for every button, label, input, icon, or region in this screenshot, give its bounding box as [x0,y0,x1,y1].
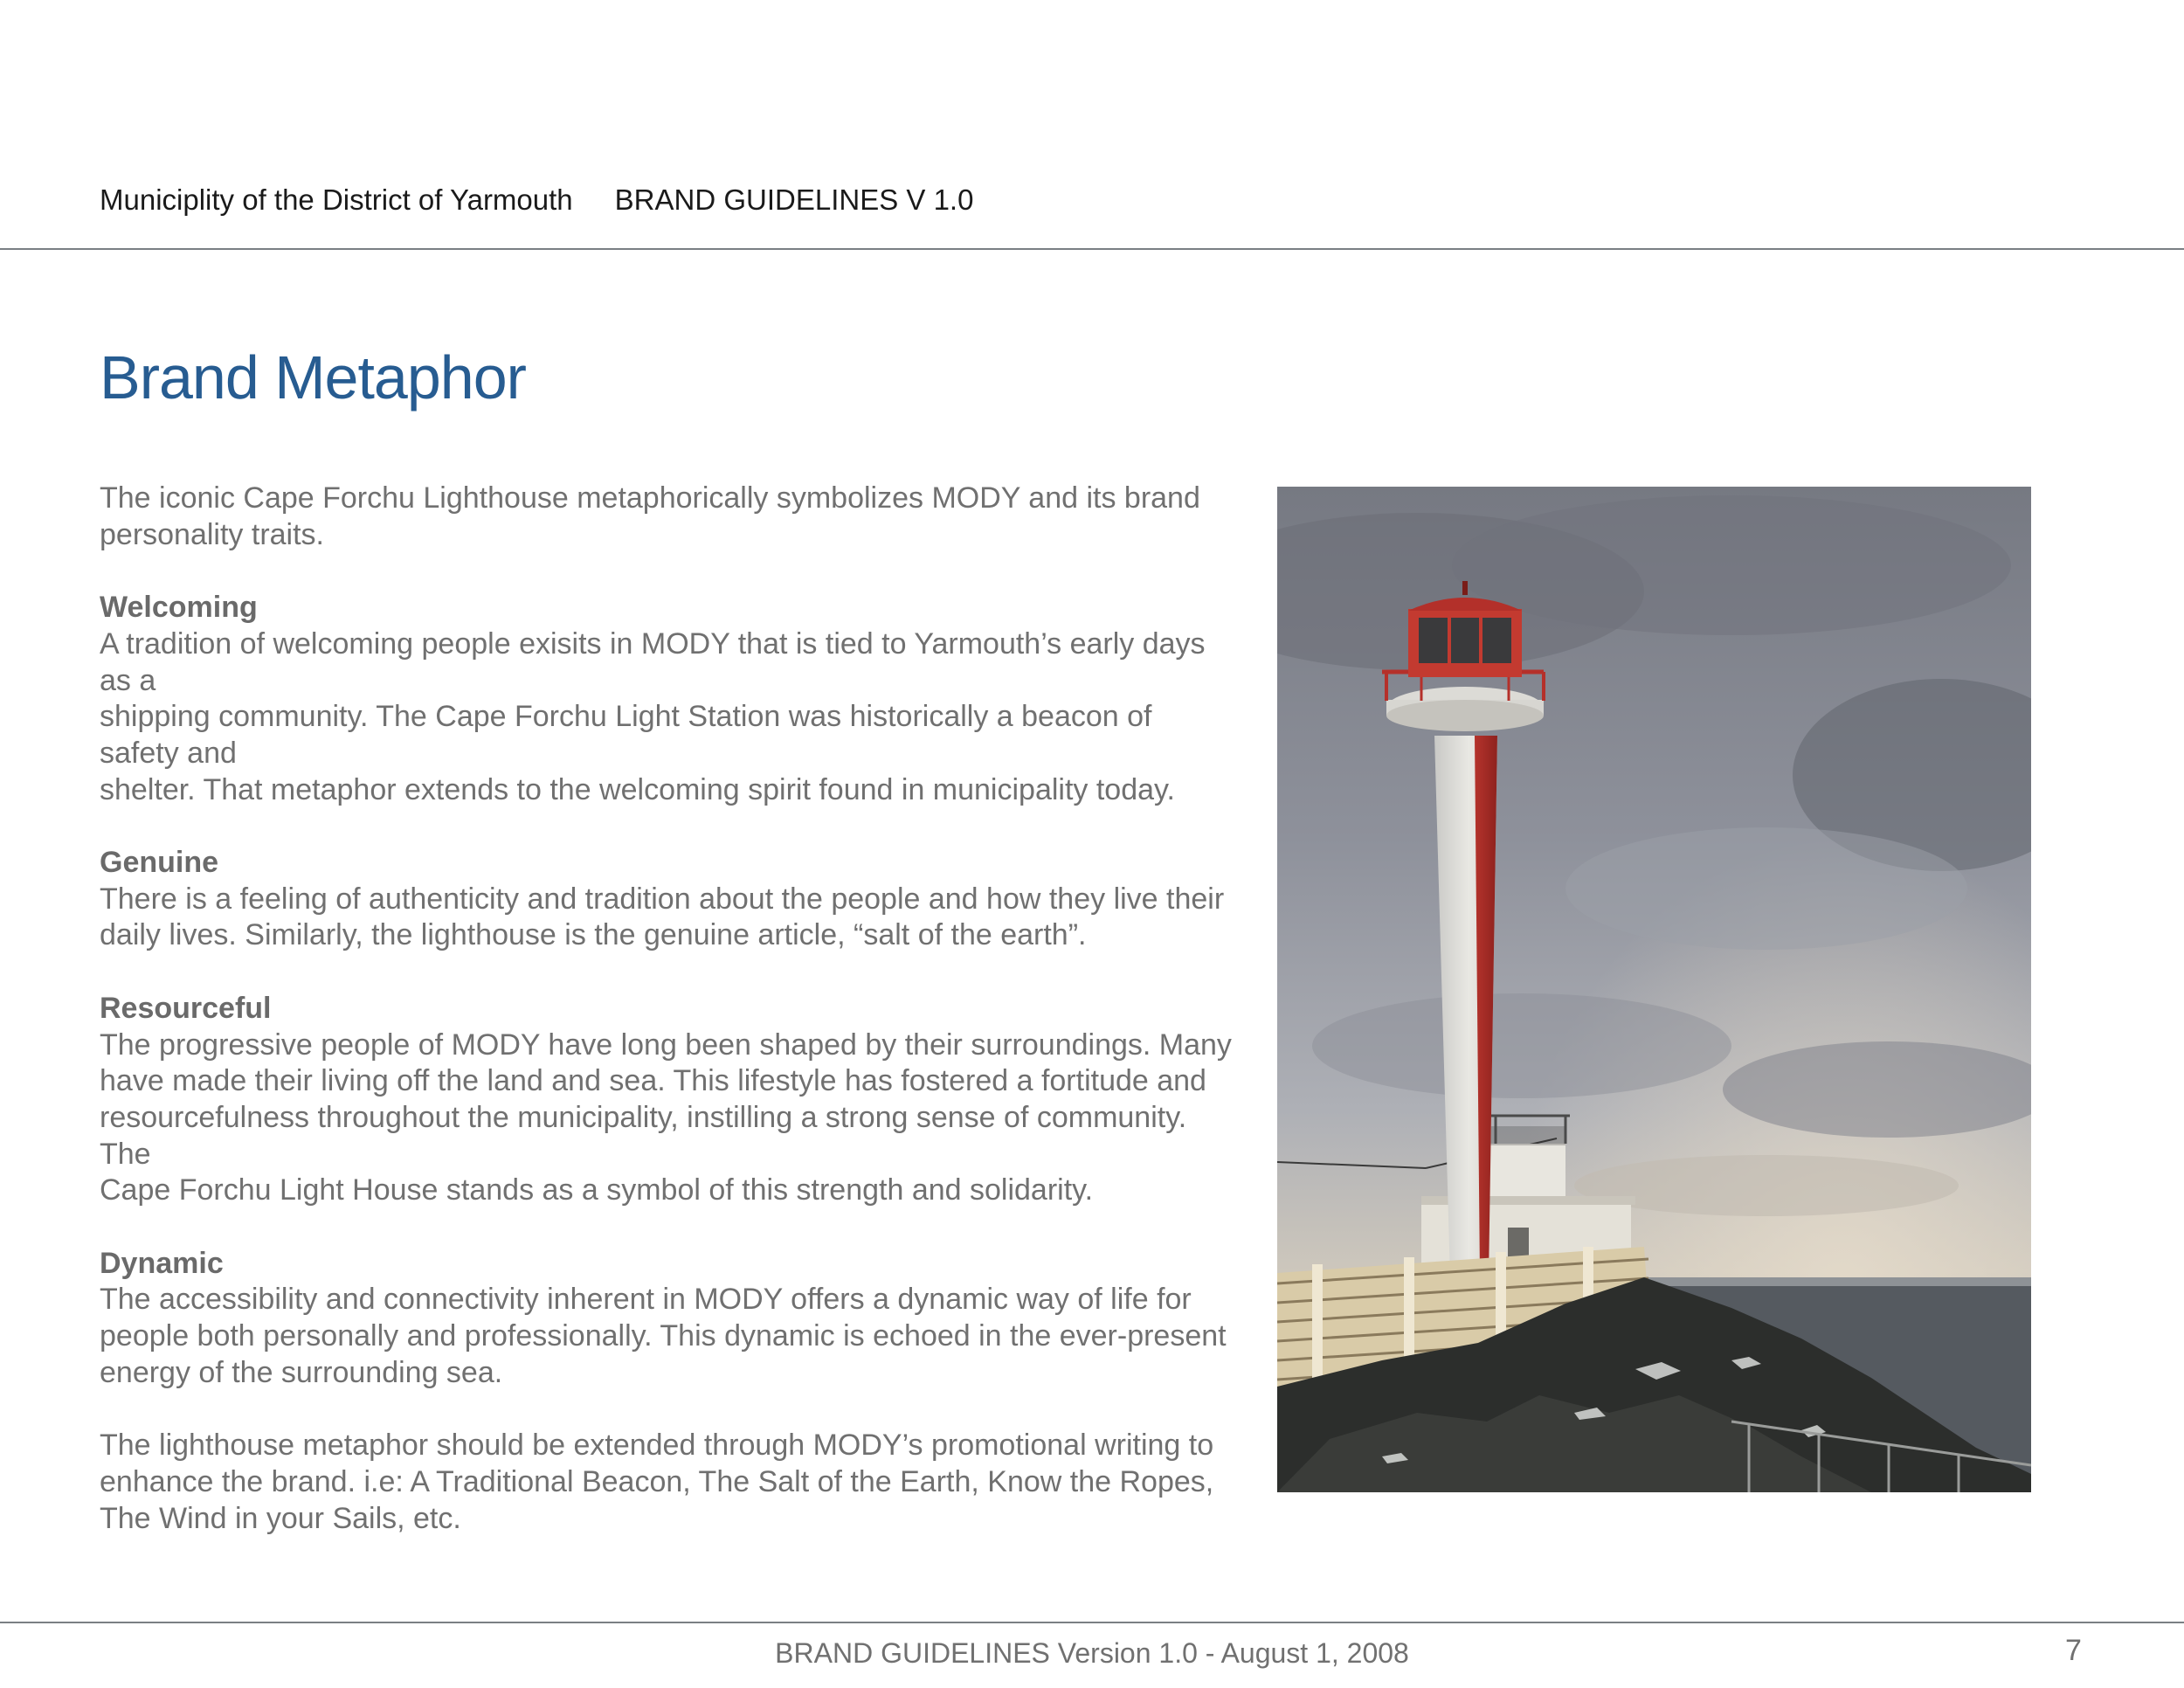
intro-paragraph: The iconic Cape Forchu Lighthouse metaphorically symbolizes MODY and its brand personality traits. [100,481,1200,551]
closing-paragraph: The lighthouse metaphor should be extended through MODY’s promotional writing to enhance the brand. i.e: A Traditional Beacon, The Salt of the Earth, Know the Ropes, The Wind in your Sails, etc. [100,1429,1214,1535]
page-number: 7 [2065,1634,2082,1667]
header-organization: Municiplity of the District of Yarmouth [100,183,573,216]
trait-genuine [100,845,1235,954]
trait-heading: Dynamic [100,1246,224,1280]
footer-divider [0,1622,2184,1623]
trait-heading: Resourceful [100,991,272,1025]
footer-text: BRAND GUIDELINES Version 1.0 - August 1, 2008 [775,1637,1409,1669]
trait-description: The progressive people of MODY have long been shaped by their surroundings. Many have made their living off the land and sea. This lifestyle has fostered a fortitude and resourcefulness throughout the municipality, instilling a strong sense of community. The Cape Forchu Light House stands as a symbol of this strength and solidarity. [100,1027,1232,1207]
trait-dynamic [100,1246,1235,1392]
header-doc-title: BRAND GUIDELINES V 1.0 [614,183,974,216]
trait-description: A tradition of welcoming people exisits in MODY that is tied to Yarmouth’s early days as a shipping community. The Cape Forchu Light Station was historically a beacon of safety and shelter. That metaphor extends to the welcoming spirit found in municipality today. [100,626,1206,806]
page-title: Brand Metaphor [100,343,526,412]
trait-description: The accessibility and connectivity inherent in MODY offers a dynamic way of life for people both personally and professionally. This dynamic is echoed in the ever-present energy of the surrounding sea. [100,1283,1227,1389]
trait-heading: Genuine [100,846,219,879]
body-text [100,481,1235,1574]
trait-resourceful [100,991,1235,1209]
trait-description: There is a feeling of authenticity and tradition about the people and how they live their daily lives. Similarly, the lighthouse is the genuine article, “salt of the earth”. [100,882,1225,952]
lighthouse-photo [1277,487,2031,1492]
running-header [100,183,973,217]
header-divider [0,248,2184,250]
trait-welcoming [100,590,1235,808]
trait-heading: Welcoming [100,591,258,625]
